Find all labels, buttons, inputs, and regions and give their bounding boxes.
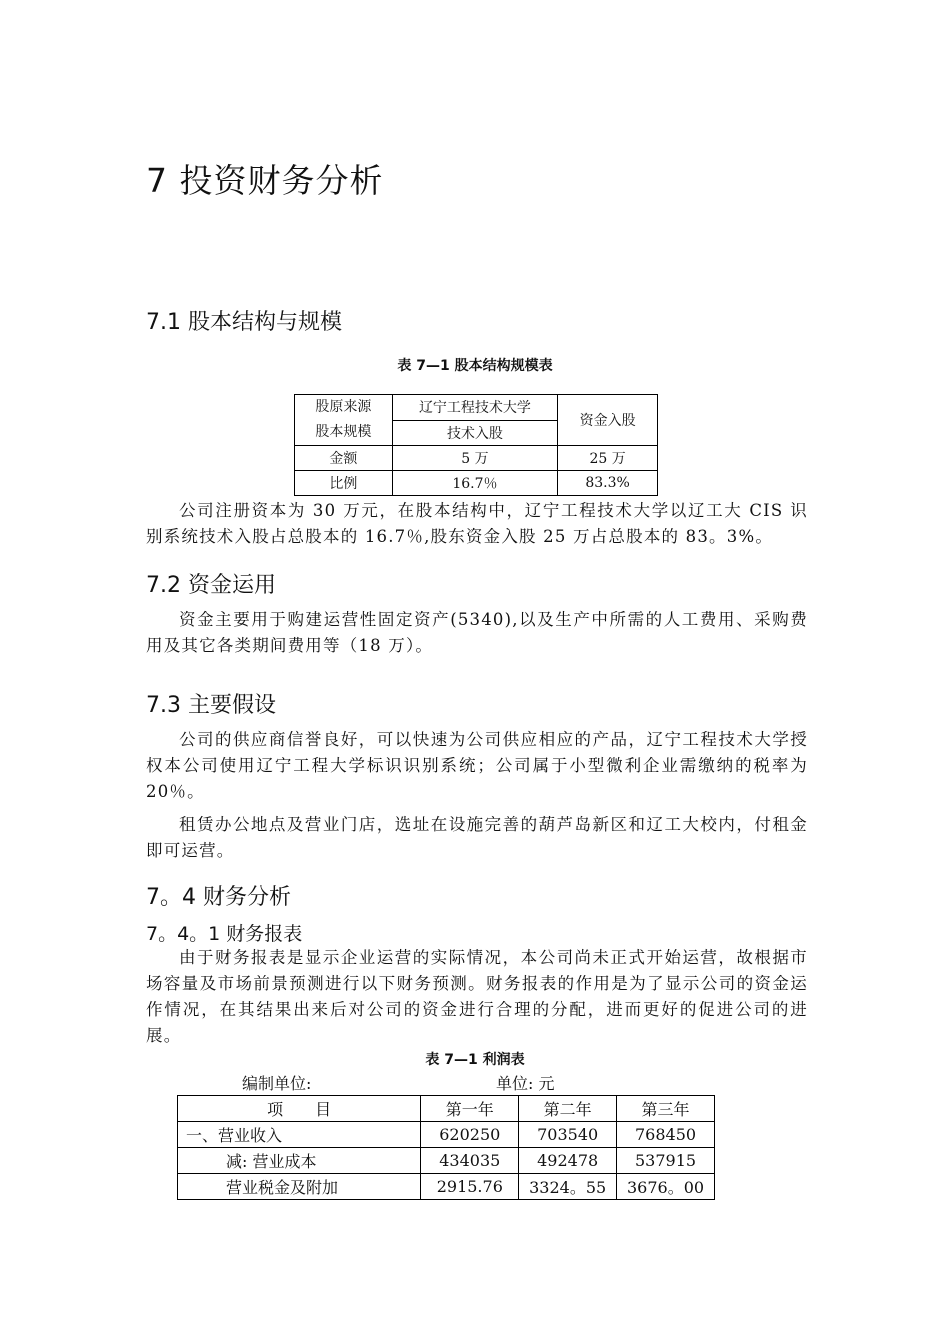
table-cell: 492478 — [519, 1148, 617, 1174]
table-cell: 2915.76 — [421, 1174, 519, 1200]
table-cell: 减: 营业成本 — [178, 1148, 421, 1174]
table-cell: 434035 — [421, 1148, 519, 1174]
table-cell: 3676。00 — [617, 1174, 715, 1200]
table-cell: 768450 — [617, 1122, 715, 1148]
header-top-left: 股原来源 — [315, 399, 372, 415]
table-row — [295, 446, 658, 471]
section-heading-7-2: 7.2 资金运用 — [146, 573, 276, 598]
table-cell: 703540 — [519, 1122, 617, 1148]
unit-left-label: 编制单位: — [242, 1074, 312, 1093]
table-cell: 5 万 — [392, 446, 558, 471]
profit-table-caption: 表 7—1 利润表 — [425, 1052, 525, 1068]
equity-structure-table — [294, 394, 658, 496]
paragraph: 公司的供应商信誉良好，可以快速为公司供应相应的产品，辽宁工程技术大学授权本公司使用辽宁工程大学标识识别系统；公司属于小型微利企业需缴纳的税率为 20％。 — [146, 730, 808, 801]
table-row — [178, 1148, 715, 1174]
subsection-heading-7-4-1: 7。4。1 财务报表 — [146, 923, 303, 945]
equity-table-caption: 表 7—1 股本结构规模表 — [397, 358, 553, 374]
paragraph: 资金主要用于购建运营性固定资产(5340),以及生产中所需的人工费用、采购费用及其它各类期间费用等（18 万）。 — [146, 610, 808, 655]
table-cell: 金额 — [295, 446, 393, 471]
paragraph: 公司注册资本为 30 万元，在股本结构中，辽宁工程技术大学以辽工大 CIS 识别系统技术入股占总股本的 16.7％,股东资金入股 25 万占总股本的 83。3%。 — [146, 501, 808, 546]
section-heading-7-1: 7.1 股本结构与规模 — [146, 310, 342, 335]
section-heading-7-4: 7。4 财务分析 — [146, 885, 291, 910]
paragraph: 租赁办公地点及营业门店，选址在设施完善的葫芦岛新区和辽工大校内，付租金即可运营。 — [146, 815, 808, 860]
table-cell: 3324。55 — [519, 1174, 617, 1200]
section-heading-7-3: 7.3 主要假设 — [146, 693, 276, 718]
table-row — [178, 1174, 715, 1200]
table-header-cell: 第三年 — [617, 1096, 715, 1122]
unit-right-label: 单位: 元 — [496, 1074, 555, 1093]
table-cell: 比例 — [295, 471, 393, 496]
table-cell: 620250 — [421, 1122, 519, 1148]
table-row — [178, 1122, 715, 1148]
table-cell: 16.7％ — [392, 471, 558, 496]
table-header-cell: 辽宁工程技术大学 — [392, 395, 558, 421]
paragraph: 由于财务报表是显示企业运营的实际情况，本公司尚未正式开始运营，故根据市场容量及市场前景预测进行以下财务预测。财务报表的作用是为了显示公司的资金运作情况，在其结果出来后对公司的资金进行合理的分配，进而更好的促进公司的进展。 — [146, 948, 808, 1045]
table-header-cell: 项 目 — [178, 1096, 421, 1122]
table-row — [295, 471, 658, 496]
table-cell: 537915 — [617, 1148, 715, 1174]
table-header-cell: 资金入股 — [558, 395, 658, 446]
table-cell: 83.3% — [558, 471, 658, 496]
table-cell: 营业税金及附加 — [178, 1174, 421, 1200]
table-header-cell: 技术入股 — [392, 420, 558, 446]
table-header-cell — [295, 395, 393, 446]
table-row — [178, 1096, 715, 1122]
header-bottom-left: 股本规模 — [315, 424, 372, 440]
table-cell: 25 万 — [558, 446, 658, 471]
table-cell: 一、营业收入 — [178, 1122, 421, 1148]
table-header-cell: 第一年 — [421, 1096, 519, 1122]
table-row — [295, 395, 658, 421]
page-title: 7 投资财务分析 — [146, 161, 384, 200]
profit-table — [177, 1095, 715, 1200]
table-header-cell: 第二年 — [519, 1096, 617, 1122]
